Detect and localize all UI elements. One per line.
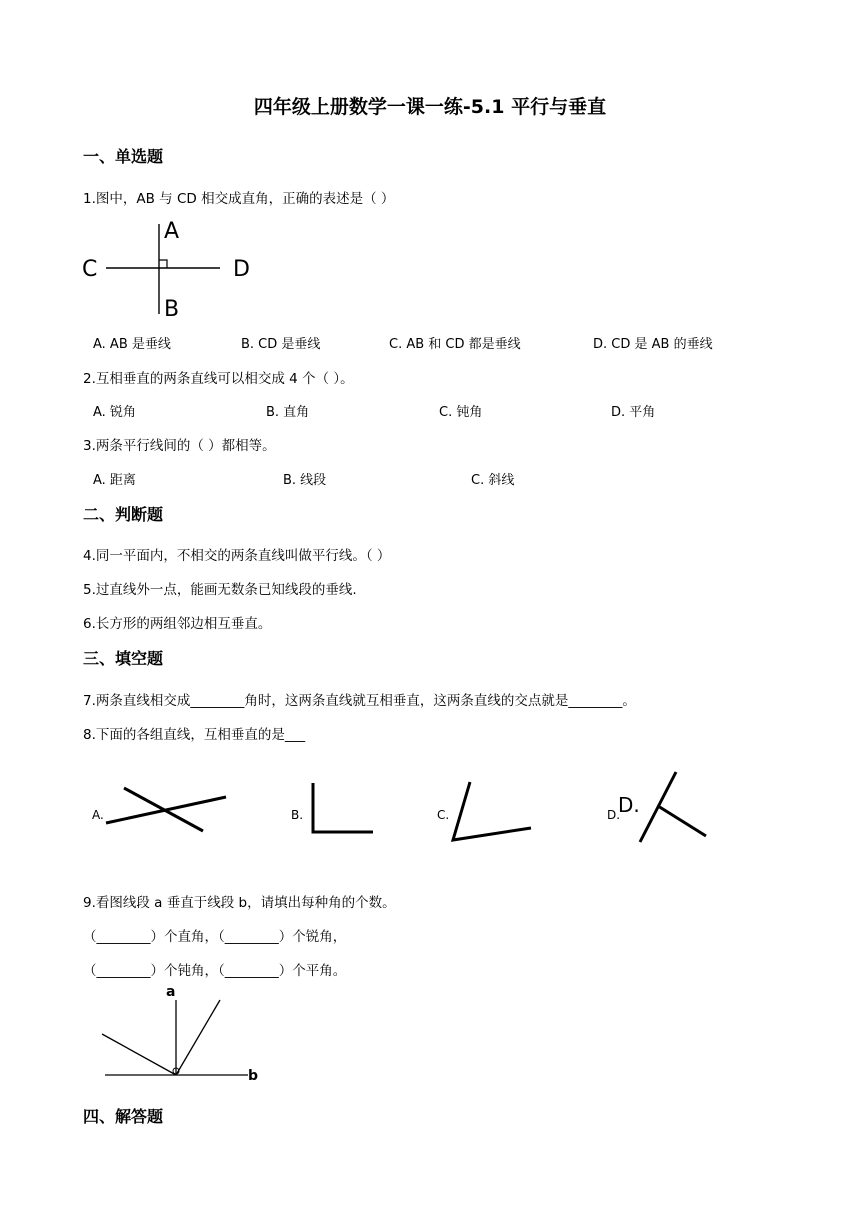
q8-label-c: C. — [437, 808, 450, 822]
label-a: A — [164, 219, 180, 244]
section-heading-fill-blank: 三、填空题 — [83, 649, 164, 668]
q3-option-a[interactable]: A. 距离 — [93, 473, 136, 488]
q2-option-a[interactable]: A. 锐角 — [93, 405, 136, 420]
q8-figure-c-acute-angle — [445, 776, 539, 846]
question-9-line-2: （________）个钝角，（________）个平角。 — [83, 963, 347, 979]
q2-option-d[interactable]: D. 平角 — [611, 405, 656, 420]
question-9-text: 9.看图线段 a 垂直于线段 b，请填出每种角的个数。 — [83, 895, 396, 911]
q3-option-b[interactable]: B. 线段 — [283, 473, 327, 488]
q1-option-a[interactable]: A. AB 是垂线 — [93, 337, 171, 352]
question-1-text: 1.图中，AB 与 CD 相交成直角，正确的表述是（ ） — [83, 191, 395, 207]
q8-figure-d-lines — [618, 768, 714, 848]
question-6-text: 6.长方形的两组邻边相互垂直。 — [83, 616, 272, 632]
section-heading-single-choice: 一、单选题 — [83, 147, 164, 166]
q8-label-a: A. — [92, 808, 104, 822]
page-title: 四年级上册数学一课一练-5.1 平行与垂直 — [253, 96, 607, 118]
q8-figure-a-crossing-lines — [100, 780, 230, 836]
question-2-text: 2.互相垂直的两条直线可以相交成 4 个（ ）。 — [83, 371, 354, 387]
question-9-line-1: （________）个直角，（________）个锐角， — [83, 929, 347, 945]
q3-option-c[interactable]: C. 斜线 — [471, 473, 515, 488]
q8-label-b: B. — [291, 808, 304, 822]
q1-option-d[interactable]: D. CD 是 AB 的垂线 — [593, 337, 713, 352]
q9-angles-figure — [100, 982, 270, 1086]
q8-figure-b-right-angle — [305, 778, 377, 838]
section-heading-word-problems: 四、解答题 — [83, 1107, 164, 1126]
question-7-text: 7.两条直线相交成________角时，这两条直线就互相垂直，这两条直线的交点就是________。 — [83, 693, 636, 709]
question-4-text: 4.同一平面内，不相交的两条直线叫做平行线。（ ） — [83, 548, 391, 564]
q2-option-c[interactable]: C. 钝角 — [439, 405, 483, 420]
q8-d-handwritten-label: D. — [618, 793, 640, 817]
right-angle-mark — [159, 260, 167, 268]
label-d: D — [233, 257, 250, 282]
q8-label-d: D. — [607, 808, 621, 822]
q1-option-b[interactable]: B. CD 是垂线 — [241, 337, 321, 352]
q1-perpendicular-figure — [80, 218, 260, 322]
q1-option-c[interactable]: C. AB 和 CD 都是垂线 — [389, 337, 521, 352]
label-a: a — [166, 984, 176, 1000]
question-5-text: 5.过直线外一点，能画无数条已知线段的垂线. — [83, 582, 357, 598]
question-3-text: 3.两条平行线间的（ ）都相等。 — [83, 438, 276, 454]
q2-option-b[interactable]: B. 直角 — [266, 405, 310, 420]
section-heading-true-false: 二、判断题 — [83, 505, 164, 524]
label-b: B — [164, 297, 180, 322]
label-b: b — [248, 1068, 259, 1084]
question-8-text: 8.下面的各组直线，互相垂直的是___ — [83, 727, 306, 743]
label-c: C — [82, 257, 98, 282]
